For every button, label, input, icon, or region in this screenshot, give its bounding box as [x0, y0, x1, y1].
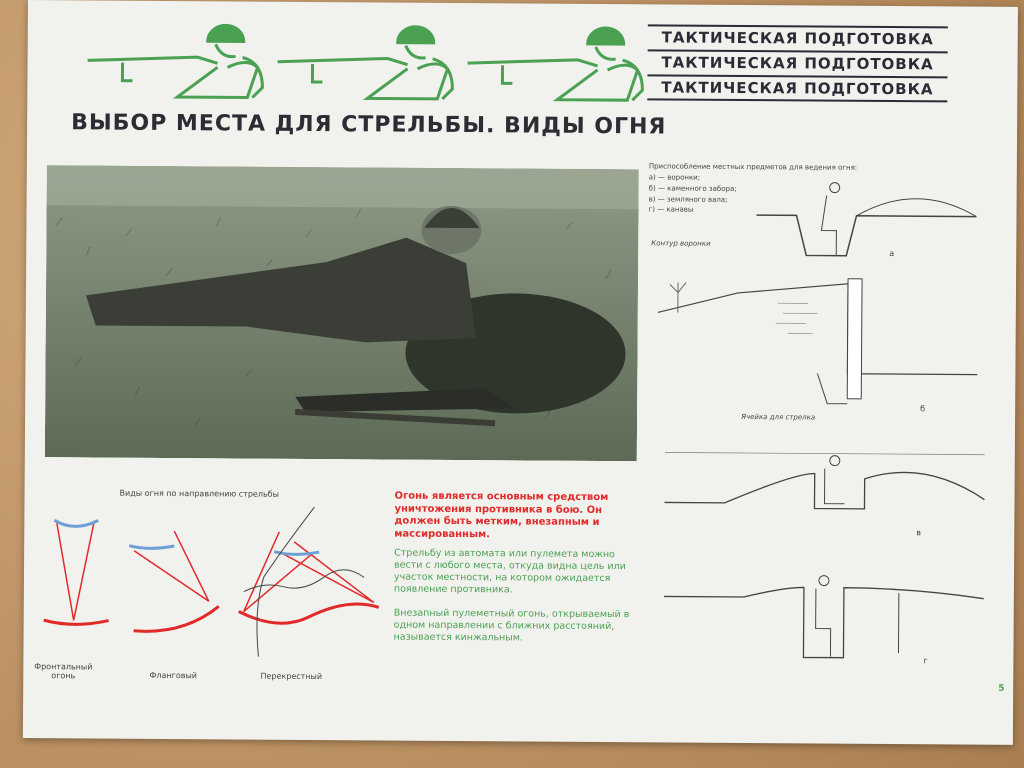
- list-item: в) — земляного вала;: [648, 194, 728, 204]
- cross-label: Перекрестный: [260, 671, 323, 682]
- drawing-ditch: [663, 571, 984, 673]
- photo-soldier-digging: [45, 165, 639, 461]
- list-item: а) — воронки;: [648, 173, 701, 182]
- frontal-label: Фронтальный огонь: [34, 662, 93, 681]
- frontal-diagram: [44, 520, 110, 624]
- cell-label: Ячейка для стрелка: [741, 412, 816, 422]
- page-number: 5: [998, 683, 1005, 694]
- banner-line: ТАКТИЧЕСКАЯ ПОДГОТОВКА: [648, 49, 948, 75]
- soldier-icon: [467, 27, 642, 100]
- banner-line: ТАКТИЧЕСКАЯ ПОДГОТОВКА: [647, 74, 947, 102]
- poster-title: ВЫБОР МЕСТА ДЛЯ СТРЕЛЬБЫ. ВИДЫ ОГНЯ: [71, 110, 667, 140]
- soldier-icon: [277, 26, 452, 99]
- list-title: Приспособление местных предметов для ведения огня:: [648, 162, 858, 172]
- drawing-crater: [756, 175, 977, 267]
- green-paragraph-1: Стрельбу из автомата или пулемета можно вести с любого места, откуда видна цель или участок местности, на котором ожидается появление противника.: [393, 547, 626, 596]
- list-item: г) — канавы: [648, 205, 694, 215]
- cross-diagram: [238, 506, 379, 657]
- letter-v: в: [916, 528, 922, 538]
- drawing-earth-bank: [664, 447, 985, 544]
- soldier-icon: [87, 24, 262, 97]
- soldier-icons: [67, 18, 648, 112]
- banner-line: ТАКТИЧЕСКАЯ ПОДГОТОВКА: [648, 24, 948, 50]
- contour-label: Контур воронки: [651, 239, 711, 248]
- drawing-wall: [657, 272, 978, 414]
- list-item: б) — каменного забора;: [648, 184, 737, 193]
- poster: [23, 0, 1018, 745]
- letter-b: б: [920, 404, 926, 414]
- flank-diagram: [129, 531, 220, 632]
- flank-label: Фланговый: [149, 670, 198, 681]
- fire-diagrams: [33, 500, 384, 662]
- letter-g: г: [923, 656, 928, 666]
- green-paragraph-2: Внезапный пулеметный огонь, открываемый в одном направлении с ближних расстояний, называется кинжальным.: [393, 607, 630, 644]
- red-paragraph: Огонь является основным средством уничтожения противника в бою. Он должен быть метким, внезапным и массированным.: [394, 490, 609, 540]
- fire-types-title: Виды огня по направлению стрельбы: [119, 488, 279, 499]
- letter-a: а: [889, 249, 895, 259]
